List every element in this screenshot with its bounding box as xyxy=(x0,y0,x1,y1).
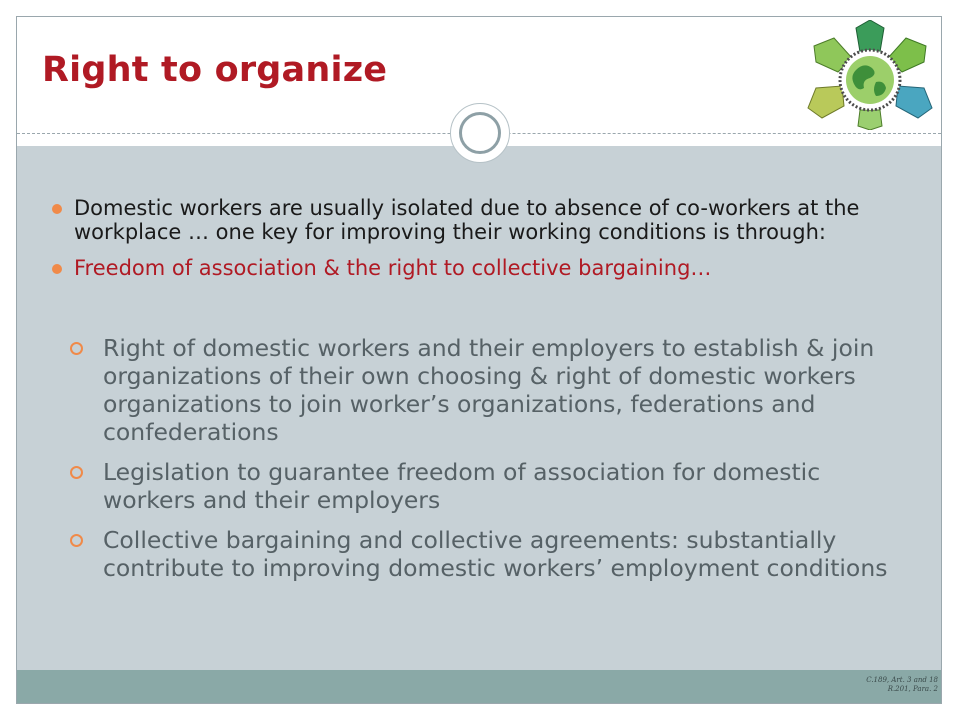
sub-bullet-text: Legislation to guarantee freedom of association for domestic workers and their employers xyxy=(103,458,821,514)
bullet-item-highlight xyxy=(52,256,912,280)
bullet-item xyxy=(52,196,912,244)
citation-line: R.201, Para. 2 xyxy=(887,685,938,693)
sub-bullet-text: Collective bargaining and collective agreements: substantially contribute to improving domestic workers’ employment conditions xyxy=(103,526,888,582)
bullet-text: Freedom of association & the right to collective bargaining… xyxy=(74,256,712,280)
sub-bullet-item xyxy=(70,334,910,446)
sub-bullet-list xyxy=(70,334,910,594)
globe-flower-logo-icon xyxy=(800,20,940,130)
slide-title: Right to organize xyxy=(42,50,388,90)
hollow-circle-icon xyxy=(70,342,83,355)
divider-ring-inner xyxy=(459,112,501,154)
sub-bullet-item xyxy=(70,458,910,514)
bullet-list xyxy=(52,196,912,292)
filled-dot-icon xyxy=(52,264,62,274)
citation-line: C.189, Art. 3 and 18 xyxy=(866,676,938,684)
bullet-text: Domestic workers are usually isolated due to absence of co-workers at the workplace … one key for improving their working conditions is through: xyxy=(74,196,860,244)
citation xyxy=(866,676,938,694)
hollow-circle-icon xyxy=(70,534,83,547)
sub-bullet-item xyxy=(70,526,910,582)
filled-dot-icon xyxy=(52,204,62,214)
hollow-circle-icon xyxy=(70,466,83,479)
footer-bar xyxy=(17,670,941,703)
sub-bullet-text: Right of domestic workers and their employers to establish & join organizations of their own choosing & right of domestic workers organizations to join worker’s organizations, federations and confederations xyxy=(103,334,875,446)
